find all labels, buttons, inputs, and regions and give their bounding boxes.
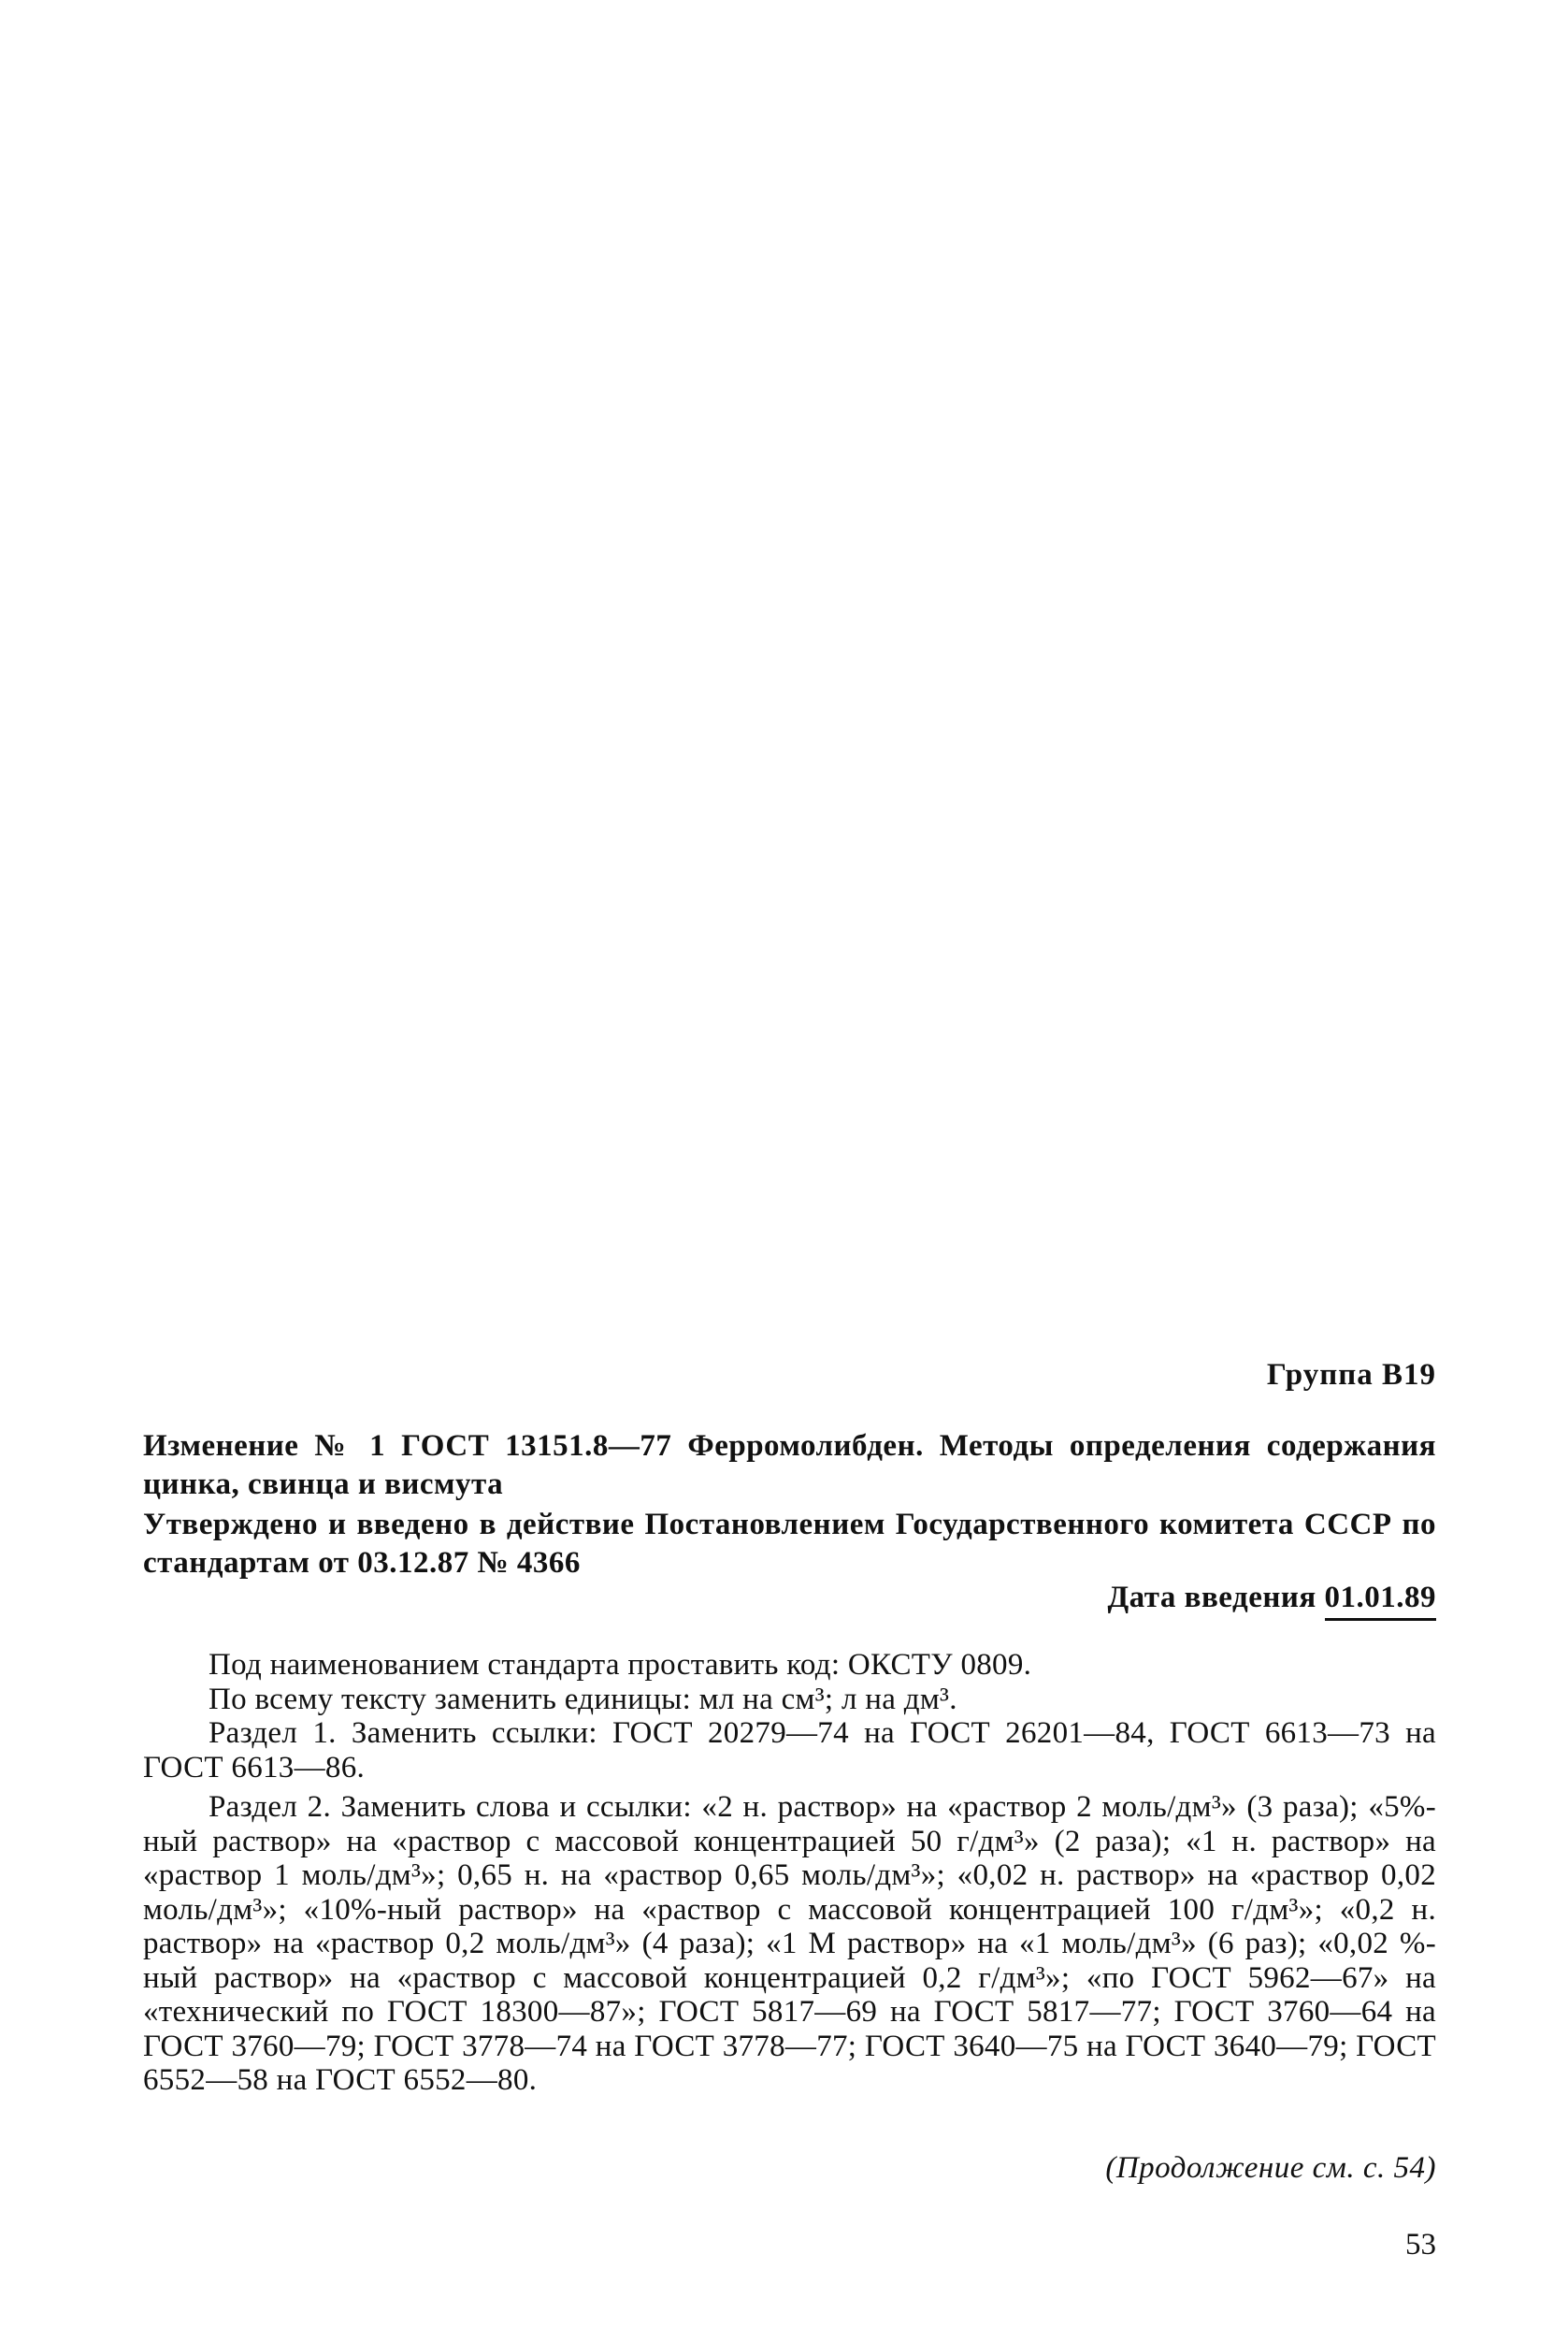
paragraph-units: По всему тексту заменить единицы: мл на см³; л на дм³. xyxy=(209,1682,957,1716)
change-title: Изменение № 1 ГОСТ 13151.8—77 Ферромолибден. Методы определения содержания цинка, свинца и висмута xyxy=(143,1429,1436,1501)
paragraph-section-2: Раздел 2. Заменить слова и ссылки: «2 н. раствор» на «раствор 2 моль/дм³» (3 раза); «5%-ный раствор» на «раствор с массовой концентрацией 50 г/дм³» (2 раза); «1 н. раствор» на «раствор 1 моль/дм³»; 0,65 н. на «раствор 0,65 моль/дм³»; «0,02 н. раствор» на «раствор 0,02 моль/дм³»; «10%-ный раствор» на «раствор с массовой концентрацией 100 г/дм³»; «0,2 н. раствор» на «раствор 0,2 моль/дм³» (4 раза); «1 М раствор» на «1 моль/дм³» (6 раз); «0,02 %-ный раствор» на «раствор с массовой концентрацией 0,2 г/дм³»; «по ГОСТ 5962—67» на «технический по ГОСТ 18300—87»; ГОСТ 5817—69 на ГОСТ 5817—77; ГОСТ 3760—64 на ГОСТ 3760—79; ГОСТ 3778—74 на ГОСТ 3778—77; ГОСТ 3640—75 на ГОСТ 3640—79; ГОСТ 6552—58 на ГОСТ 6552—80. xyxy=(143,1790,1436,2097)
intro-date xyxy=(143,1581,1436,1621)
paragraph-okstu-code: Под наименованием стандарта проставить код: ОКСТУ 0809. xyxy=(209,1648,1032,1682)
group-label: Группа В19 xyxy=(1266,1358,1436,1392)
intro-date-value: 01.01.89 xyxy=(1325,1581,1437,1621)
body-text xyxy=(143,1648,1436,2098)
intro-date-label: Дата введения xyxy=(1107,1581,1325,1614)
page-number: 53 xyxy=(1405,2228,1436,2262)
approval-statement: Утверждено и введено в действие Постановлением Государственного комитета СССР по стандартам от 03.12.87 № 4366 xyxy=(143,1508,1436,1580)
continuation-note: (Продолжение см. с. 54) xyxy=(1105,2151,1436,2185)
paragraph-section-1: Раздел 1. Заменить ссылки: ГОСТ 20279—74 на ГОСТ 26201—84, ГОСТ 6613—73 на ГОСТ 6613—86. xyxy=(143,1716,1436,1785)
